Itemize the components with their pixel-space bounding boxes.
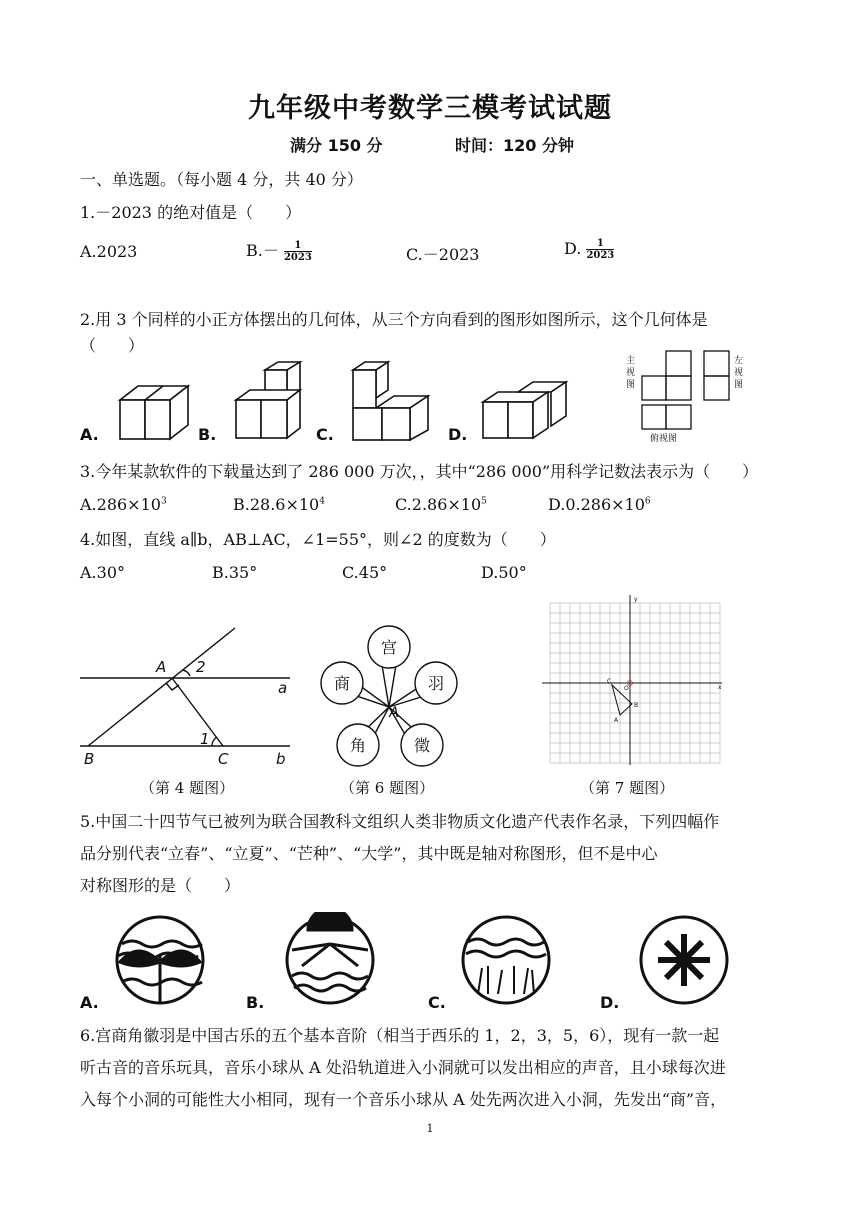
- solar-term-c: [463, 917, 549, 1003]
- fig4-label-b-point: B: [84, 750, 95, 768]
- view-label-top: 俯视图: [650, 434, 678, 444]
- q5-line1: 5.中国二十四节气已被列为联合国教科文组织人类非物质文化遗产代表作名录，下列四幅作: [80, 812, 720, 831]
- fig4-label-line-b: b: [276, 750, 286, 768]
- fig7-label-b: B: [634, 702, 639, 709]
- fig4-label-c-point: C: [218, 750, 229, 768]
- solar-label-a: A.: [80, 993, 99, 1012]
- page-title: 九年级中考数学三模考试试题: [248, 93, 612, 124]
- fig6-label-shang: 商: [333, 674, 351, 693]
- q4-option-d: D.50°: [481, 563, 527, 582]
- solar-label-b: B.: [246, 993, 265, 1012]
- q3-option-a-text: A.286×10: [80, 495, 161, 514]
- fig6-label-center: A: [389, 705, 399, 721]
- q6-line1: 6.宫商角徽羽是中国古乐的五个基本音阶（相当于西乐的 1，2，3，5，6），现有一款一起: [80, 1026, 720, 1045]
- q2-stem-line2: （ ）: [80, 336, 145, 355]
- q3-option-a-exp: 3: [160, 496, 167, 507]
- q5-solar-term-figures: [78, 912, 758, 1012]
- view-label-left-1: 左: [734, 356, 744, 366]
- q4-option-c: C.45°: [342, 563, 388, 582]
- fig6-caption: （第 6 题图）: [340, 779, 435, 797]
- fig6-label-zhi: 徵: [413, 736, 431, 755]
- q1-fraction-d: [586, 238, 614, 261]
- cube-option-d: [483, 382, 566, 438]
- section-heading: 一、单选题。（每小题 4 分，共 40 分）: [80, 170, 363, 189]
- fig6-label-jue: 角: [349, 736, 367, 755]
- solar-term-d: [641, 917, 727, 1003]
- fraction-numerator: 1: [284, 240, 312, 252]
- q2-three-views: [620, 345, 760, 445]
- q5-line3: 对称图形的是（ ）: [80, 876, 241, 895]
- q3-option-c-text: C.2.86×10: [395, 495, 482, 514]
- fig7-coordinate-grid: [542, 595, 727, 770]
- q1-option-c: C.－2023: [406, 245, 480, 264]
- cube-label-c: C.: [316, 425, 334, 444]
- fig4-label-angle1: 1: [200, 730, 210, 748]
- fig7-caption: （第 7 题图）: [580, 779, 675, 797]
- q1-option-a: A.2023: [80, 242, 138, 261]
- fraction-denominator: 2023: [586, 250, 615, 261]
- fig4-label-angle2: 2: [196, 658, 206, 676]
- solar-label-d: D.: [600, 993, 620, 1012]
- full-score: 满分 150 分: [290, 136, 383, 155]
- view-label-front-3: 图: [626, 380, 636, 390]
- q4-option-b: B.35°: [212, 563, 258, 582]
- cube-option-c: [353, 362, 428, 440]
- q6-line3: 入每个小洞的可能性大小相同，现有一个音乐小球从 A 处先两次进入小洞，先发出“商”音，: [80, 1090, 727, 1109]
- cube-label-a: A.: [80, 425, 99, 444]
- fig7-label-x: x: [718, 684, 722, 691]
- q3-option-c: [395, 495, 487, 514]
- fig7-label-o: O: [624, 685, 629, 692]
- q4-stem: 4.如图，直线 a∥b，AB⊥AC，∠1=55°，则∠2 的度数为（ ）: [80, 530, 556, 549]
- q3-option-c-exp: 5: [481, 496, 487, 507]
- fig6-label-gong: 宫: [380, 638, 398, 657]
- q6-line2: 听古音的音乐玩具，音乐小球从 A 处沿轨道进入小洞就可以发出相应的声音，且小球每次进: [80, 1058, 726, 1077]
- q1-option-b: [246, 238, 312, 263]
- view-label-left-2: 视: [734, 368, 744, 378]
- q3-option-b-exp: 4: [319, 496, 325, 507]
- q3-stem: 3.今年某款软件的下载量达到了 286 000 万次，，其中“286 000”用科学记数法表示为（ ）: [80, 462, 759, 481]
- view-label-left-3: 图: [734, 380, 744, 390]
- exam-time: 时间：120 分钟: [455, 136, 574, 155]
- solar-label-c: C.: [428, 993, 446, 1012]
- q1-fraction-b: [284, 240, 312, 263]
- cube-option-a: [120, 386, 188, 439]
- fraction-numerator: 1: [586, 238, 614, 250]
- q4-option-a: A.30°: [80, 563, 125, 582]
- view-label-front-2: 视: [626, 368, 636, 378]
- q2-stem-line1: 2.用 3 个同样的小正方体摆出的几何体，从三个方向看到的图形如图所示，这个几何体是: [80, 310, 708, 329]
- q1-option-b-prefix: B.－: [246, 241, 279, 260]
- solar-term-a: [117, 917, 203, 1003]
- q1-stem: 1.－2023 的绝对值是（ ）: [80, 203, 302, 222]
- fig7-label-a: A: [614, 717, 619, 724]
- q3-option-d-text: D.0.286×10: [548, 495, 645, 514]
- q3-option-d-exp: 6: [644, 496, 651, 507]
- fraction-denominator: 2023: [283, 252, 312, 263]
- fig4-caption: （第 4 题图）: [140, 779, 235, 797]
- q1-option-d-prefix: D.: [564, 239, 582, 258]
- q5-line2: 品分别代表“立春”、“立夏”、“芒种”、“大学”，其中既是轴对称图形，但不是中心: [80, 844, 658, 863]
- fig4-label-a-point: A: [156, 658, 167, 676]
- page-number: 1: [426, 1122, 434, 1135]
- fig4-label-line-a: a: [278, 679, 288, 697]
- fig6-music-track: [318, 625, 460, 770]
- q3-option-b: [233, 495, 325, 514]
- cube-label-b: B.: [198, 425, 217, 444]
- fig7-label-c: C: [607, 678, 612, 685]
- view-label-front-1: 主: [626, 356, 636, 366]
- q3-option-b-text: B.28.6×10: [233, 495, 320, 514]
- cube-option-b: [236, 362, 300, 438]
- cube-label-d: D.: [448, 425, 468, 444]
- fig6-label-yu: 羽: [427, 674, 445, 693]
- q3-option-a: [80, 495, 167, 514]
- solar-term-b: [287, 912, 373, 1003]
- fig4-parallel-lines: [80, 620, 300, 770]
- q1-option-d: [564, 238, 614, 261]
- fig7-label-y: y: [634, 596, 638, 603]
- q3-option-d: [548, 495, 651, 514]
